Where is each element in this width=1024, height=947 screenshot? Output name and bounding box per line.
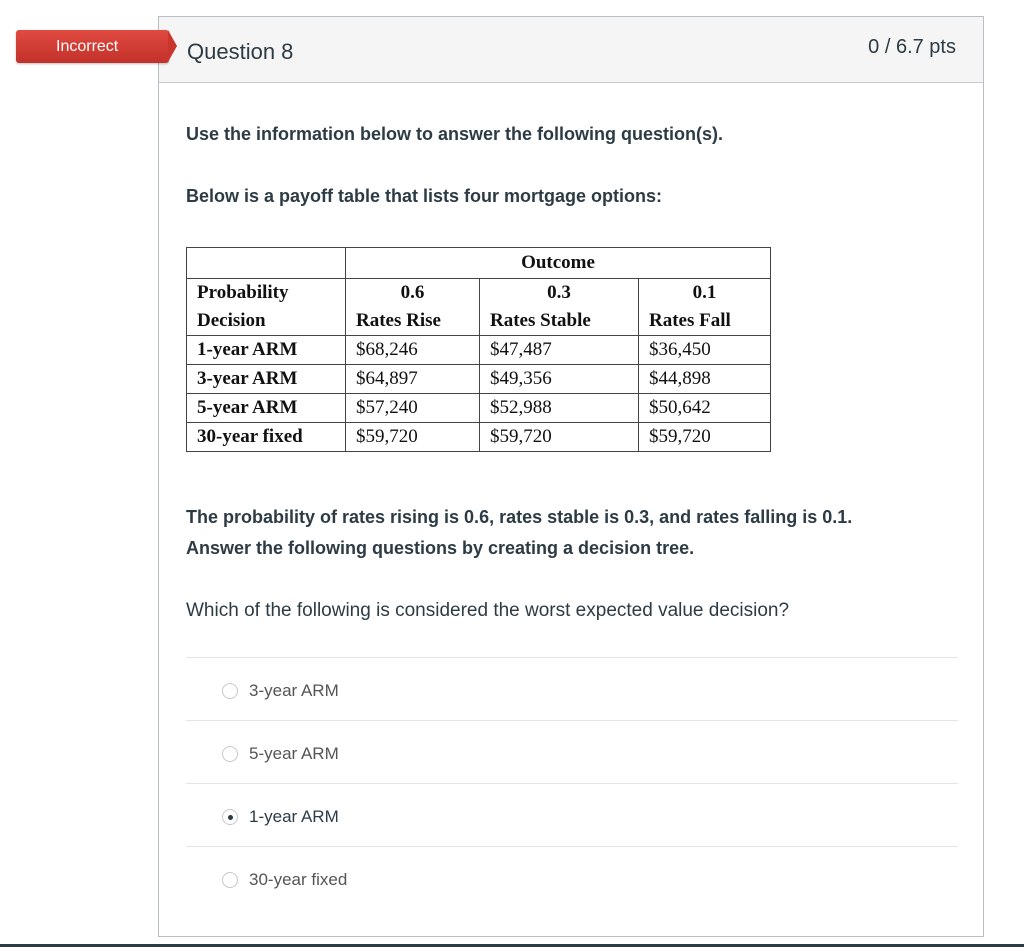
question-prompt: Which of the following is considered the worst expected value decision? — [186, 600, 790, 621]
probability-label: Probability — [187, 279, 346, 308]
payoff-cell: $68,246 — [346, 336, 480, 365]
incorrect-badge: Incorrect — [16, 30, 169, 63]
outcome-fall: Rates Fall — [639, 307, 771, 336]
payoff-cell: $59,720 — [346, 423, 480, 452]
answer-option-30-year-fixed[interactable] — [186, 846, 958, 909]
answer-list — [186, 657, 958, 909]
decision-cell: 30-year fixed — [187, 423, 346, 452]
answer-option-5-year-arm[interactable] — [186, 720, 958, 783]
answer-label: 5-year ARM — [249, 744, 339, 763]
decision-cell: 5-year ARM — [187, 394, 346, 423]
instruction-text: Answer the following questions by creating a decision tree. — [186, 538, 695, 558]
radio-button[interactable] — [222, 872, 238, 888]
intro-text: Use the information below to answer the following question(s). — [186, 124, 724, 144]
decision-label: Decision — [187, 307, 346, 336]
outcome-rise: Rates Rise — [346, 307, 480, 336]
probability-rise: 0.6 — [346, 279, 480, 308]
payoff-table — [186, 247, 771, 452]
payoff-cell: $50,642 — [639, 394, 771, 423]
radio-button[interactable] — [222, 683, 238, 699]
payoff-cell: $47,487 — [480, 336, 639, 365]
radio-button-selected[interactable] — [222, 809, 238, 825]
payoff-cell: $59,720 — [639, 423, 771, 452]
decision-cell: 3-year ARM — [187, 365, 346, 394]
badge-arrow — [168, 30, 177, 62]
decision-cell: 1-year ARM — [187, 336, 346, 365]
table-intro-text: Below is a payoff table that lists four mortgage options: — [186, 186, 663, 206]
payoff-cell: $44,898 — [639, 365, 771, 394]
table-row — [187, 365, 771, 394]
question-title: Question 8 — [187, 39, 294, 64]
payoff-cell: $52,988 — [480, 394, 639, 423]
probability-fall: 0.1 — [639, 279, 771, 308]
outcome-header: Outcome — [346, 248, 771, 279]
payoff-cell: $49,356 — [480, 365, 639, 394]
answer-label: 30-year fixed — [249, 870, 348, 889]
table-row — [187, 423, 771, 452]
table-corner-cell — [187, 248, 346, 279]
outcome-stable: Rates Stable — [480, 307, 639, 336]
question-header — [159, 17, 983, 83]
answer-option-3-year-arm[interactable] — [186, 657, 958, 720]
answer-option-1-year-arm[interactable] — [186, 783, 958, 846]
table-row — [187, 394, 771, 423]
payoff-cell: $64,897 — [346, 365, 480, 394]
probability-stable: 0.3 — [480, 279, 639, 308]
answer-label: 3-year ARM — [249, 681, 339, 700]
probability-text: The probability of rates rising is 0.6, rates stable is 0.3, and rates falling is 0.1. — [186, 507, 853, 527]
answer-label: 1-year ARM — [249, 807, 339, 826]
payoff-cell: $59,720 — [480, 423, 639, 452]
radio-button[interactable] — [222, 746, 238, 762]
payoff-cell: $57,240 — [346, 394, 480, 423]
table-row — [187, 336, 771, 365]
question-points: 0 / 6.7 pts — [868, 36, 956, 58]
payoff-cell: $36,450 — [639, 336, 771, 365]
